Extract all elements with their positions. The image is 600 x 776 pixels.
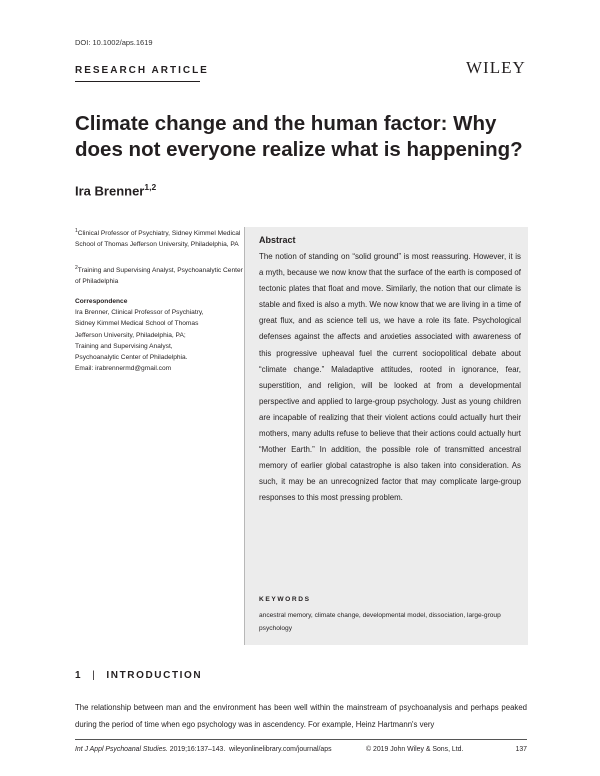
footer-copyright: © 2019 John Wiley & Sons, Ltd. [366,746,464,753]
footer-journal: Int J Appl Psychoanal Studies. [75,746,168,753]
affiliation-2 [75,263,243,288]
correspondence-email: Email: irabrennermd@gmail.com [75,365,172,373]
keywords-text: ancestral memory, climate change, developmental model, dissociation, large-group psychology [259,612,501,632]
section-heading [75,670,202,681]
affiliation-text: Clinical Professor of Psychiatry, Sidney Kimmel Medical School of Thomas Jefferson University, Philadelphia, PA [75,230,241,249]
publisher-logo: WILEY [466,58,526,77]
doi-text: DOI: 10.1002/aps.1619 [75,38,153,47]
article-title: Climate change and the human factor: Why does not everyone realize what is happening? [75,112,523,161]
footer-rule [75,739,527,740]
correspondence-line: Jefferson University, Philadelphia, PA; [75,331,186,339]
correspondence-line: Training and Supervising Analyst, [75,342,173,350]
author-affiliation-marks: 1,2 [144,182,157,192]
page-footer [75,746,527,753]
article-type-rule [75,81,200,82]
affiliation-text: Training and Supervising Analyst, Psychoanalytic Center of Philadelphia [75,267,243,286]
page-number: 137 [515,746,527,753]
affiliation-number: 2 [75,265,78,271]
introduction-paragraph: The relationship between man and the environment has been well within the mainstream of psychoanalysis and perhaps peaked during the period of time when ego psychology was in ascendency. For example, Heinz Hartmann's very [75,703,527,729]
abstract-box [244,227,528,645]
correspondence-heading: Correspondence [75,298,128,305]
correspondence-block [75,296,245,374]
affiliation-number: 1 [75,228,78,234]
keywords-heading: KEYWORDS [259,596,311,603]
section-number: 1 [75,670,83,681]
abstract-heading: Abstract [259,235,296,245]
section-title: INTRODUCTION [106,670,203,681]
abstract-text: The notion of standing on “solid ground” is most reassuring. However, it is a myth, because we now know that the surface of the earth is composed of tectonic plates that float and move. Similarly, the notion that our climate is stable and fixed is also a myth. We now know that we are living in a time of great flux, and as science tell us, we have a role its fate. Psychological defenses against the affects and anxieties associated with awareness of this progressive upheaval fuel the current sociopolitical debate about “climate change.” Maladaptive attitudes, rooted in ignorance, fear, superstition, and religion, will be looked at from a developmental perspective and applied to large-group psychology. Just as young children are incapable of realizing that their violent actions could actually hurt their mothers, many adults refuse to believe that their actions could actually hurt “Mother Earth.” In addition, the possible role of transmitted ancestral memory of earlier global catastrophe is also taken into consideration. As such, it may be an unrecognized factor that may complicate large-group responses to this most pressing problem. [259,252,521,503]
footer-citation: 2019;16:137–143. [167,746,226,753]
author-name: Ira Brenner [75,183,145,199]
article-type-label: RESEARCH ARTICLE [75,65,209,76]
correspondence-line: Psychoanalytic Center of Philadelphia. [75,354,188,362]
section-separator: | [92,670,97,681]
affiliation-1 [75,226,243,251]
correspondence-line: Sidney Kimmel Medical School of Thomas [75,320,199,328]
author-line [75,182,156,198]
correspondence-line: Ira Brenner, Clinical Professor of Psychiatry, [75,309,204,317]
footer-website: wileyonlinelibrary.com/journal/aps [229,746,332,753]
